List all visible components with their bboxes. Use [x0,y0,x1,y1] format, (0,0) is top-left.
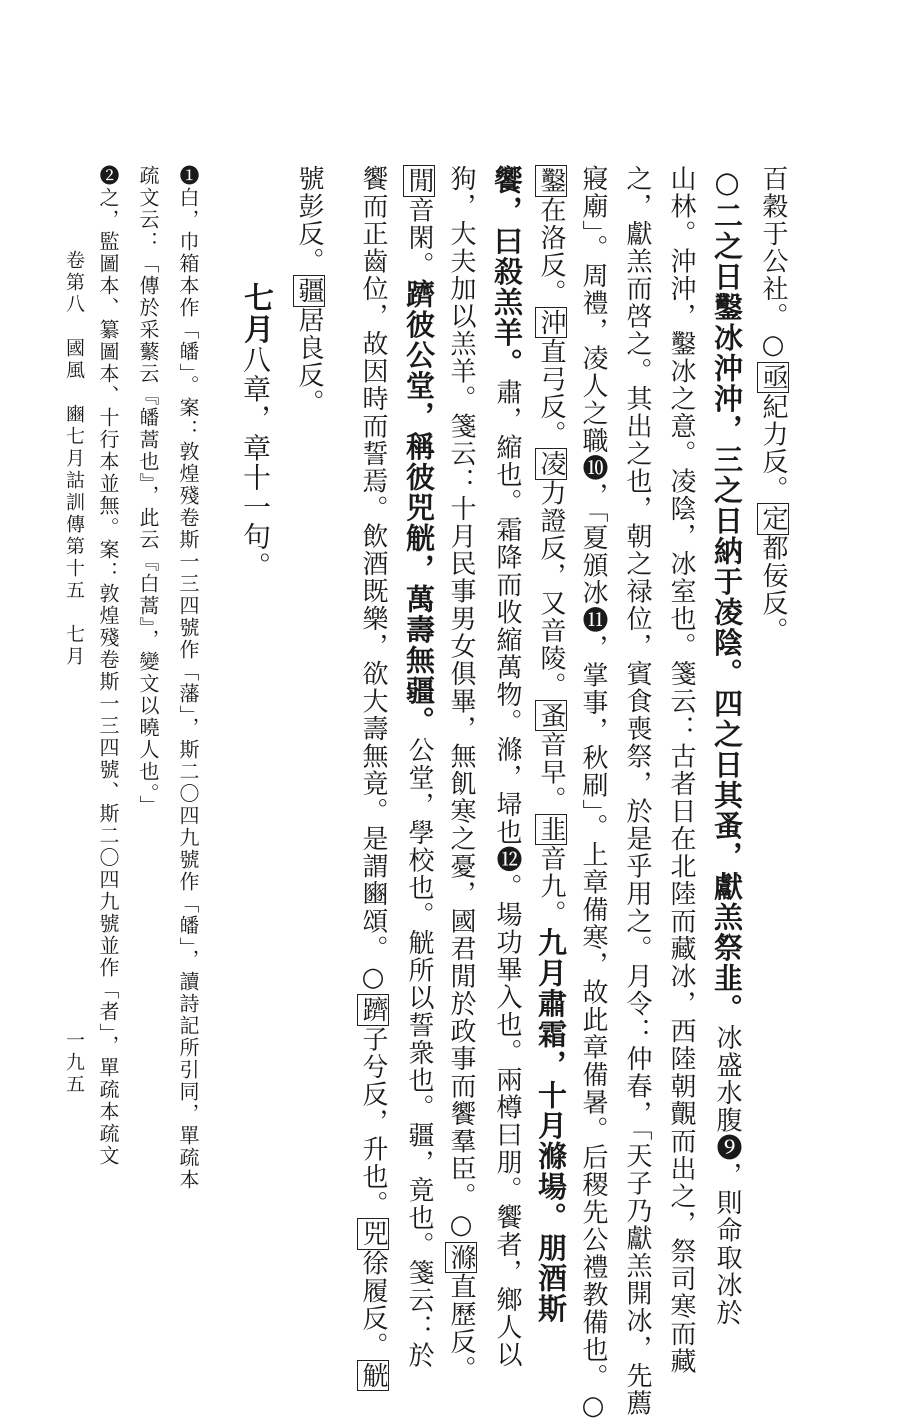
boxed-char: 兕 [358,1220,388,1248]
running-head-section: 國風 [63,338,85,382]
commentary-text: 公堂，學校也。觥所以誓衆也。疆，竟也。箋云：於 [404,736,434,1369]
verse-text: 九月肅霜，十月滌場。朋酒斯 [534,927,568,1324]
commentary-column-c5 [580,165,606,1423]
verse-text: 四之日其蚤，獻羔祭韭。 [710,688,744,1024]
commentary-text: 直歷反。 [446,1273,476,1383]
commentary-text: 山林。沖沖，鑿冰之意。凌陰，冰室也。箋云：古者日在北陸而藏冰，西陸朝覿而出之，祭司寒而藏 [666,165,696,1375]
commentary-column-c4 [624,165,650,1417]
commentary-text: 百穀于公社。○ [758,165,788,362]
commentary-text: 力證反，又音陵。 [536,479,566,700]
boxed-char: 滌 [446,1243,476,1271]
commentary-text: 寢廟」。周禮，凌人之職❿，「夏頒冰⓫，掌事，秋刷」。上章備寒，故此章備暑。后稷先公禮教備也。○ [578,165,608,1423]
commentary-text: 徐履反。 [358,1249,388,1360]
footnote-column-f2 [138,165,158,817]
verse-text: ○二之日鑿冰沖沖，三之日納于凌陰。 [710,165,744,689]
commentary-text: 直弓反。 [536,338,566,448]
commentary-column-c7 [490,165,524,1369]
boxed-char: 韭 [536,815,566,843]
commentary-text: ❶白，巾箱本作「皤」。案：敦煌殘卷斯一三四號作「藩」，斯二〇四九號作「皤」，讀詩記所引同，單疏本 [176,165,200,1191]
boxed-char: 蚤 [536,701,566,729]
commentary-text: 音九。 [536,845,566,928]
commentary-text: 紀力反。 [758,393,788,503]
commentary-text: 都佞反。 [758,534,788,645]
verse-text: 躋彼公堂，稱彼兕觥，萬壽無疆。 [402,279,436,737]
commentary-text: 饗而正齒位，故因時而誓焉。飲酒既樂，欲大壽無竟。是謂豳頌。○ [358,165,388,994]
boxed-char: 疆 [294,277,324,305]
chapter-title: 七月 [238,282,273,345]
running-head-volume: 卷第八 [63,250,85,316]
commentary-column-c9 [402,165,436,1369]
boxed-char: 亟 [758,363,788,391]
commentary-text: 音早。 [536,731,566,814]
commentary-text: 之，獻羔而啓之。其出之也，朝之禄位，賓食喪祭，於是乎用之。月令：仲春，「天子乃獻羔開冰，先薦 [622,165,652,1417]
verse-text: 饗，曰殺羔羊。 [490,165,524,379]
chapter-summary: 八章，章十一句。 [239,345,272,581]
boxed-char: 躋 [358,996,388,1024]
commentary-text: 疏文云：「傳於采蘩云『皤蒿也』，此云『白蒿』，變文以曉人也。」 [136,165,160,817]
running-head-poem: 七月 [63,624,85,668]
commentary-column-c8 [448,165,474,1383]
footnote-column-f3 [98,165,118,1167]
commentary-text: 號彭反。 [294,165,324,275]
boxed-char: 沖 [536,308,566,336]
page-number: 一九五 [63,1030,85,1096]
boxed-char: 觥 [358,1361,388,1389]
commentary-text: 居良反。 [294,306,324,417]
boxed-char: 閒 [404,167,434,195]
commentary-column-c11 [296,165,322,417]
running-head-chapter: 豳七月詁訓傳第十五 [63,404,85,602]
commentary-column-c6 [534,165,568,1324]
commentary-text: 在洛反。 [536,196,566,307]
commentary-column-c3 [668,165,694,1375]
commentary-column-c2 [710,165,744,1327]
commentary-text: 冰盛水腹❾，則命取冰於 [712,1024,742,1327]
commentary-text: 肅，縮也。霜降而收縮萬物。滌，埽也⓬。場功畢入也。兩樽曰朋。饗者，鄉人以 [492,378,522,1369]
chapter-heading [238,282,273,581]
commentary-text: 子兮反，升也。 [358,1025,388,1218]
boxed-char: 凌 [536,450,566,478]
boxed-char: 鑿 [536,167,566,195]
running-head [64,250,83,668]
commentary-text: 音閑。 [404,196,434,279]
boxed-char: 定 [758,505,788,533]
commentary-column-c1 [760,165,786,645]
commentary-text: ❷之，監圖本、纂圖本、十行本並無。案：敦煌殘卷斯一三四號、斯二〇四九號並作「者」，單疏本疏文 [96,165,120,1167]
footnote-column-f1 [178,165,198,1191]
commentary-text: 狗，大夫加以羔羊。箋云：十月民事男女俱畢，無飢寒之憂，國君閒於政事而饗羣臣。○ [446,165,476,1242]
commentary-column-c10 [360,165,386,1391]
